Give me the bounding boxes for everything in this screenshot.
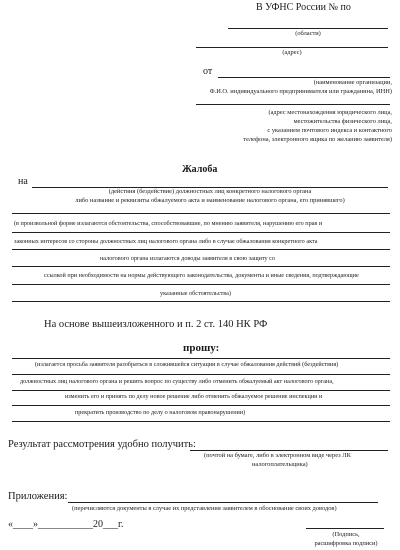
complaint-title: Жалоба <box>182 164 218 175</box>
addressee-line: В УФНС России № по <box>256 2 351 13</box>
signature-caption-1: (Подпись, <box>332 531 360 538</box>
circumstances-line-3 <box>12 266 390 267</box>
region-line <box>228 28 388 29</box>
address-caption-2: местожительства физического лица, <box>293 118 392 125</box>
address-caption-3: с указанием почтового индекса и контактного <box>267 127 392 134</box>
attachments-caption: (перечисляются документы в случае их представления заявителем в обоснование своих доводов) <box>72 505 337 512</box>
circumstances-line-5 <box>12 301 390 302</box>
request-caption-2: должностных лиц налогового органа и решить вопрос по существу либо отменить обжалуемый акт налогового органа, <box>20 378 334 385</box>
request-caption-1: (излагается просьба заявителя разобраться в сложившейся ситуации в случае обжалования действий (бездействия) <box>35 361 339 368</box>
complaint-on-prefix: на <box>18 176 28 187</box>
circumstances-caption-1: (в произвольной форме излагаются обстоятельства, способствовавшие, по мнению заявителя, нарушению его прав и <box>14 220 323 227</box>
applicant-line <box>218 77 390 78</box>
attachments-line <box>68 502 378 503</box>
address-caption-4: телефона, электронного ящика по желанию заявителя) <box>243 136 392 143</box>
complaint-subject-caption-1: (действия (бездействие) должностных лиц конкретного налогового органа <box>108 188 312 195</box>
applicant-caption-2: Ф.И.О. индивидуального предпринимателя или гражданина, ИНН) <box>209 88 392 95</box>
address-caption-1: (адрес местонахождения юридического лица, <box>268 109 392 116</box>
result-line <box>190 450 388 451</box>
result-caption-1: (почтой на бумаге, либо в электронном виде через ЛК <box>204 452 351 459</box>
attachments-label: Приложения: <box>8 491 68 502</box>
result-caption-2: налогоплательщика) <box>252 461 308 468</box>
circumstances-caption-2: законных интересов со стороны должностных лиц налогового органа либо в случае обжалования конкретного акта <box>14 238 318 245</box>
date-field: «____»___________20___г. <box>8 519 124 530</box>
circumstances-caption-5: указанные обстоятельства) <box>160 290 231 297</box>
applicant-line-2 <box>196 104 390 105</box>
request-title: прошу: <box>183 342 220 354</box>
from-prefix: от <box>203 66 213 77</box>
request-line-4 <box>12 405 390 406</box>
result-label: Результат рассмотрения удобно получить: <box>8 439 196 450</box>
circumstances-line-2 <box>12 249 390 250</box>
region-caption: (области) <box>295 30 321 37</box>
request-line-2 <box>12 374 390 375</box>
circumstances-caption-3: налогового органа излагаются доводы заявителя в свою защиту со <box>100 255 275 262</box>
request-caption-4: прекратить производство по делу о налоговом правонарушении) <box>75 409 246 416</box>
request-caption-3: изменить его и принять по делу новое решение либо отменить обжалуемое решение инспекции и <box>65 393 323 400</box>
signature-line <box>306 528 384 529</box>
request-line-3 <box>12 390 390 391</box>
applicant-caption-1: (наименование организации, <box>313 79 392 86</box>
basis-text: На основе вышеизложенного и п. 2 ст. 140 НК РФ <box>44 319 268 330</box>
circumstances-line-1 <box>12 232 390 233</box>
circumstances-line-4 <box>12 284 390 285</box>
signature-caption-2: расшифровка подписи) <box>314 540 378 547</box>
request-line-5 <box>12 421 390 422</box>
address-caption: (адрес) <box>282 49 302 56</box>
circumstances-caption-4: ссылкой при необходимости на нормы действующего законодательства, документы и иные сведения, подтверждающие <box>44 272 359 279</box>
request-line-1 <box>12 358 390 359</box>
complaint-subject-caption-2: либо название и реквизиты обжалуемого акта и наименование налогового органа, его принявшего) <box>75 197 345 204</box>
complaint-line-1 <box>12 213 390 214</box>
address-line <box>196 47 388 48</box>
